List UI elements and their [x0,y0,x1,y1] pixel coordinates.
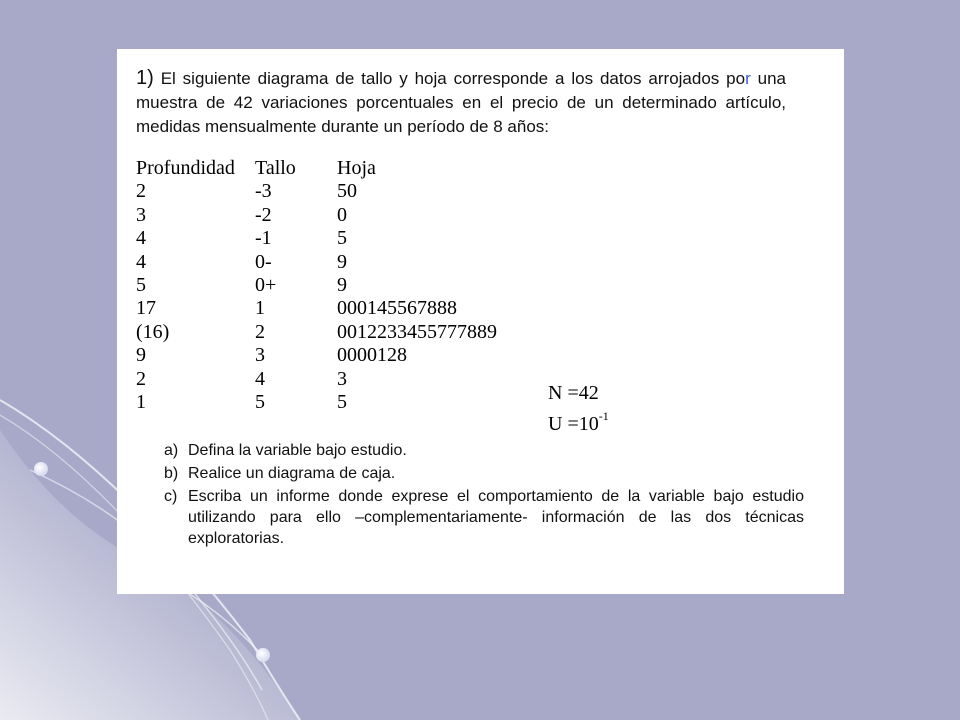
stem-leaf-row [136,321,656,344]
stem-leaf-row [136,204,656,227]
stem-cell: 2 [255,320,265,343]
exercise-intro [136,66,786,139]
leaf-cell: 9 [337,273,347,296]
stem-cell: 4 [255,367,265,390]
stem-cell: -1 [255,227,272,250]
header-depth: Profundidad [136,157,235,179]
stem-leaf-row [136,274,656,297]
task-item [164,440,804,461]
stem-cell: 0- [255,250,272,273]
stem-cell: 0+ [255,273,277,296]
task-letter: c) [164,488,178,505]
task-letter: a) [164,442,179,459]
task-letter: b) [164,465,179,482]
leaf-cell: 0012233455777889 [337,320,497,343]
depth-cell: 2 [136,180,146,203]
task-text: Escriba un informe donde exprese el comportamiento de la variable bajo estudio utilizando para ello –complementariamente- información de las dos técnicas exploratorias. [188,488,804,547]
depth-cell: 4 [136,250,146,273]
unit-note [548,405,609,436]
depth-cell: 9 [136,344,146,367]
sample-size: N =42 [548,382,599,404]
exercise-statement: El siguiente diagrama de tallo y hoja corresponde a los datos arrojados por una muestra de 42 variaciones porcentuales en el precio de un determinado artículo, medidas mensualmente durante un período de 8 años: [136,69,786,136]
exercise-number: 1) [136,67,154,89]
stem-cell: 3 [255,344,265,367]
stem-cell: -2 [255,203,272,226]
leaf-cell: 9 [337,250,347,273]
leaf-cell: 000145567888 [337,297,457,320]
stem-leaf-row [136,297,656,320]
stem-leaf-row [136,344,656,367]
header-leaf: Hoja [337,157,376,179]
leaf-cell: 3 [337,367,347,390]
stem-cell: 1 [255,297,265,320]
sample-info [548,382,609,436]
stem-leaf-row [136,180,656,203]
leaf-cell: 5 [337,390,347,413]
task-text: Defina la variable bajo estudio. [188,442,407,459]
stem-cell: -3 [255,180,272,203]
exercise-sheet [117,49,844,594]
stem-leaf-table [136,157,656,414]
task-item [164,463,804,484]
task-item [164,486,804,549]
stem-leaf-row [136,251,656,274]
stem-leaf-row [136,227,656,250]
depth-cell: 3 [136,203,146,226]
header-stem: Tallo [255,157,296,179]
depth-cell: 2 [136,367,146,390]
leaf-cell: 0000128 [337,344,407,367]
stem-cell: 5 [255,390,265,413]
unit-label: U =10 [548,413,599,436]
task-list [164,440,804,551]
depth-cell: 17 [136,297,156,320]
depth-cell: (16) [136,320,170,343]
leaf-cell: 5 [337,227,347,250]
stem-leaf-header [136,157,656,180]
leaf-cell: 0 [337,203,347,226]
depth-cell: 4 [136,227,146,250]
task-text: Realice un diagrama de caja. [188,465,396,482]
depth-cell: 5 [136,273,146,296]
leaf-cell: 50 [337,180,357,203]
stem-leaf-rows [136,180,656,414]
unit-exponent: -1 [598,409,609,424]
depth-cell: 1 [136,390,146,413]
